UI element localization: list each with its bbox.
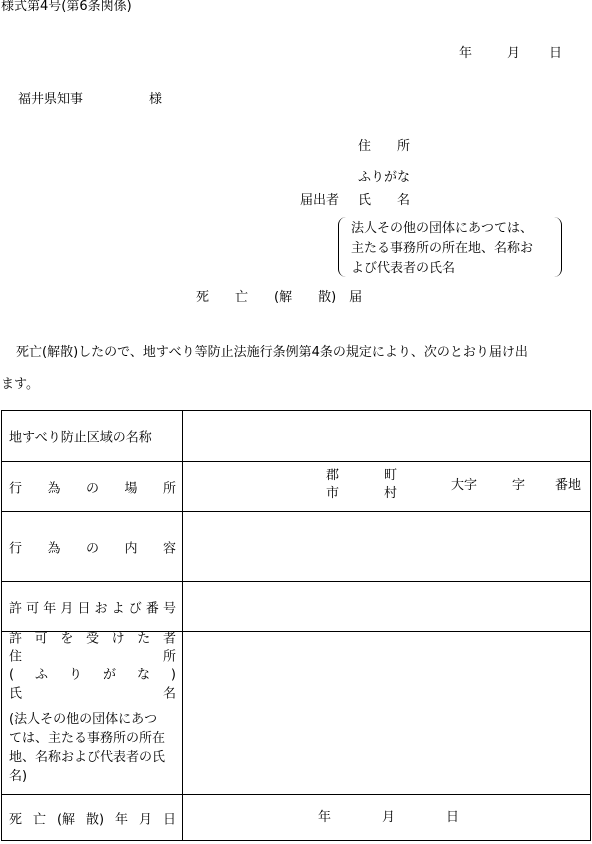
table-row-area-name xyxy=(2,411,590,461)
label-char: 所 xyxy=(162,649,176,665)
addressee-honorific: 様 xyxy=(149,92,163,107)
label-char: 月 xyxy=(60,601,74,616)
addressee-name: 福井県知事 xyxy=(18,92,84,107)
label-char: 許 xyxy=(9,601,23,616)
area-name-field[interactable] xyxy=(183,411,590,461)
label-char: 死 xyxy=(9,812,23,827)
place-machi: 町 xyxy=(384,468,398,483)
label-char: 行 xyxy=(9,481,23,496)
label-char: 所 xyxy=(162,481,176,496)
permittee-field[interactable] xyxy=(183,632,590,794)
label-char: 許 xyxy=(9,631,23,647)
label-char: な xyxy=(136,667,150,683)
label-char: お xyxy=(94,601,108,616)
permit-field[interactable] xyxy=(183,582,590,631)
date-day-label: 日 xyxy=(549,46,563,61)
death-date-year: 年 xyxy=(318,810,332,825)
content-field[interactable] xyxy=(183,512,590,581)
body-text-line-1: 死亡(解散)したので、地すべり等防止法施行条例第4条の規定により、次のとおり届け出 xyxy=(16,345,528,360)
row-label-place xyxy=(2,462,183,511)
place-oaza: 大字 xyxy=(451,478,478,493)
permittee-note-line-1: (法人その他の団体にあつ xyxy=(9,712,158,727)
table-row-content xyxy=(2,511,590,581)
document-title: 死 亡 (解 散) 届 xyxy=(196,290,363,305)
label-char: 号 xyxy=(162,601,176,616)
label-char: 年 xyxy=(43,601,57,616)
label-char: 容 xyxy=(162,541,176,556)
bracket-note-line-2: 主たる事務所の所在地、名称お xyxy=(351,241,534,256)
label-char: を xyxy=(60,631,74,647)
label-char: 名 xyxy=(162,686,176,702)
label-char: 内 xyxy=(124,541,138,556)
label-char: 者 xyxy=(162,631,176,647)
label-char: り xyxy=(69,667,83,683)
label-char: (解 xyxy=(56,812,76,827)
death-date-day: 日 xyxy=(446,810,460,825)
label-char: 日 xyxy=(77,601,91,616)
label-char: 氏 xyxy=(9,686,23,702)
label-char: 場 xyxy=(124,481,138,496)
label-char: 日 xyxy=(162,812,176,827)
place-field[interactable] xyxy=(183,462,590,511)
body-text-line-2: ます。 xyxy=(1,377,39,392)
permittee-note-line-2: ては、主たる事務所の所在 xyxy=(9,731,166,746)
label-char: び xyxy=(128,601,142,616)
row-label-permittee xyxy=(2,632,183,794)
row-label-death-date xyxy=(2,795,183,840)
row-label-area-name xyxy=(2,411,183,461)
furigana-label: ふりがな xyxy=(358,170,411,185)
permittee-note-line-3: 地、名称および代表者の氏 xyxy=(9,750,166,765)
label-area-name-text: 地すべり防止区域の名称 xyxy=(9,430,152,446)
label-char: 行 xyxy=(9,541,23,556)
label-char: 可 xyxy=(26,601,40,616)
label-char: 為 xyxy=(47,541,61,556)
label-char: 可 xyxy=(34,631,48,647)
name-label: 氏 名 xyxy=(358,193,411,208)
permittee-line-2 xyxy=(9,651,176,664)
form-number: 様式第4号(第6条関係) xyxy=(1,0,132,14)
label-char: が xyxy=(102,667,116,683)
notifier-label: 届出者 xyxy=(300,193,340,208)
table-row-permittee xyxy=(2,631,590,794)
place-shi: 市 xyxy=(326,486,340,501)
address-label: 住 所 xyxy=(358,139,411,154)
label-char: た xyxy=(137,631,151,647)
bracket-note-line-1: 法人その他の団体にあつては、 xyxy=(351,221,534,236)
table-row-place xyxy=(2,461,590,511)
death-date-field[interactable] xyxy=(183,795,590,840)
permittee-note-line-4: 名) xyxy=(9,769,28,784)
label-char: の xyxy=(85,541,99,556)
date-year-label: 年 xyxy=(459,46,473,61)
label-char: け xyxy=(111,631,125,647)
bracket-note-line-3: よび代表者の氏名 xyxy=(351,261,456,276)
label-char: 年 xyxy=(115,812,129,827)
permittee-line-4 xyxy=(9,688,176,701)
place-gun: 郡 xyxy=(326,468,340,483)
permittee-line-1 xyxy=(9,633,176,646)
place-mura: 村 xyxy=(384,486,398,501)
notification-table xyxy=(1,410,591,841)
death-date-month: 月 xyxy=(382,810,396,825)
label-char: ( xyxy=(9,667,15,683)
label-char: 為 xyxy=(47,481,61,496)
label-char: ふ xyxy=(35,667,49,683)
row-label-content xyxy=(2,512,183,581)
label-char: よ xyxy=(111,601,125,616)
permittee-line-3 xyxy=(9,669,176,682)
label-char: ) xyxy=(170,667,176,683)
label-char: の xyxy=(85,481,99,496)
date-month-label: 月 xyxy=(507,46,521,61)
table-row-death-date xyxy=(2,794,590,840)
label-char: 散) xyxy=(85,812,105,827)
place-aza: 字 xyxy=(512,478,526,493)
label-char: 住 xyxy=(9,649,23,665)
label-char: 番 xyxy=(145,601,159,616)
label-char: 受 xyxy=(85,631,99,647)
row-label-permit xyxy=(2,582,183,631)
label-char: 月 xyxy=(138,812,152,827)
label-char: 亡 xyxy=(32,812,46,827)
place-banchi: 番地 xyxy=(555,478,582,493)
table-row-permit xyxy=(2,581,590,631)
